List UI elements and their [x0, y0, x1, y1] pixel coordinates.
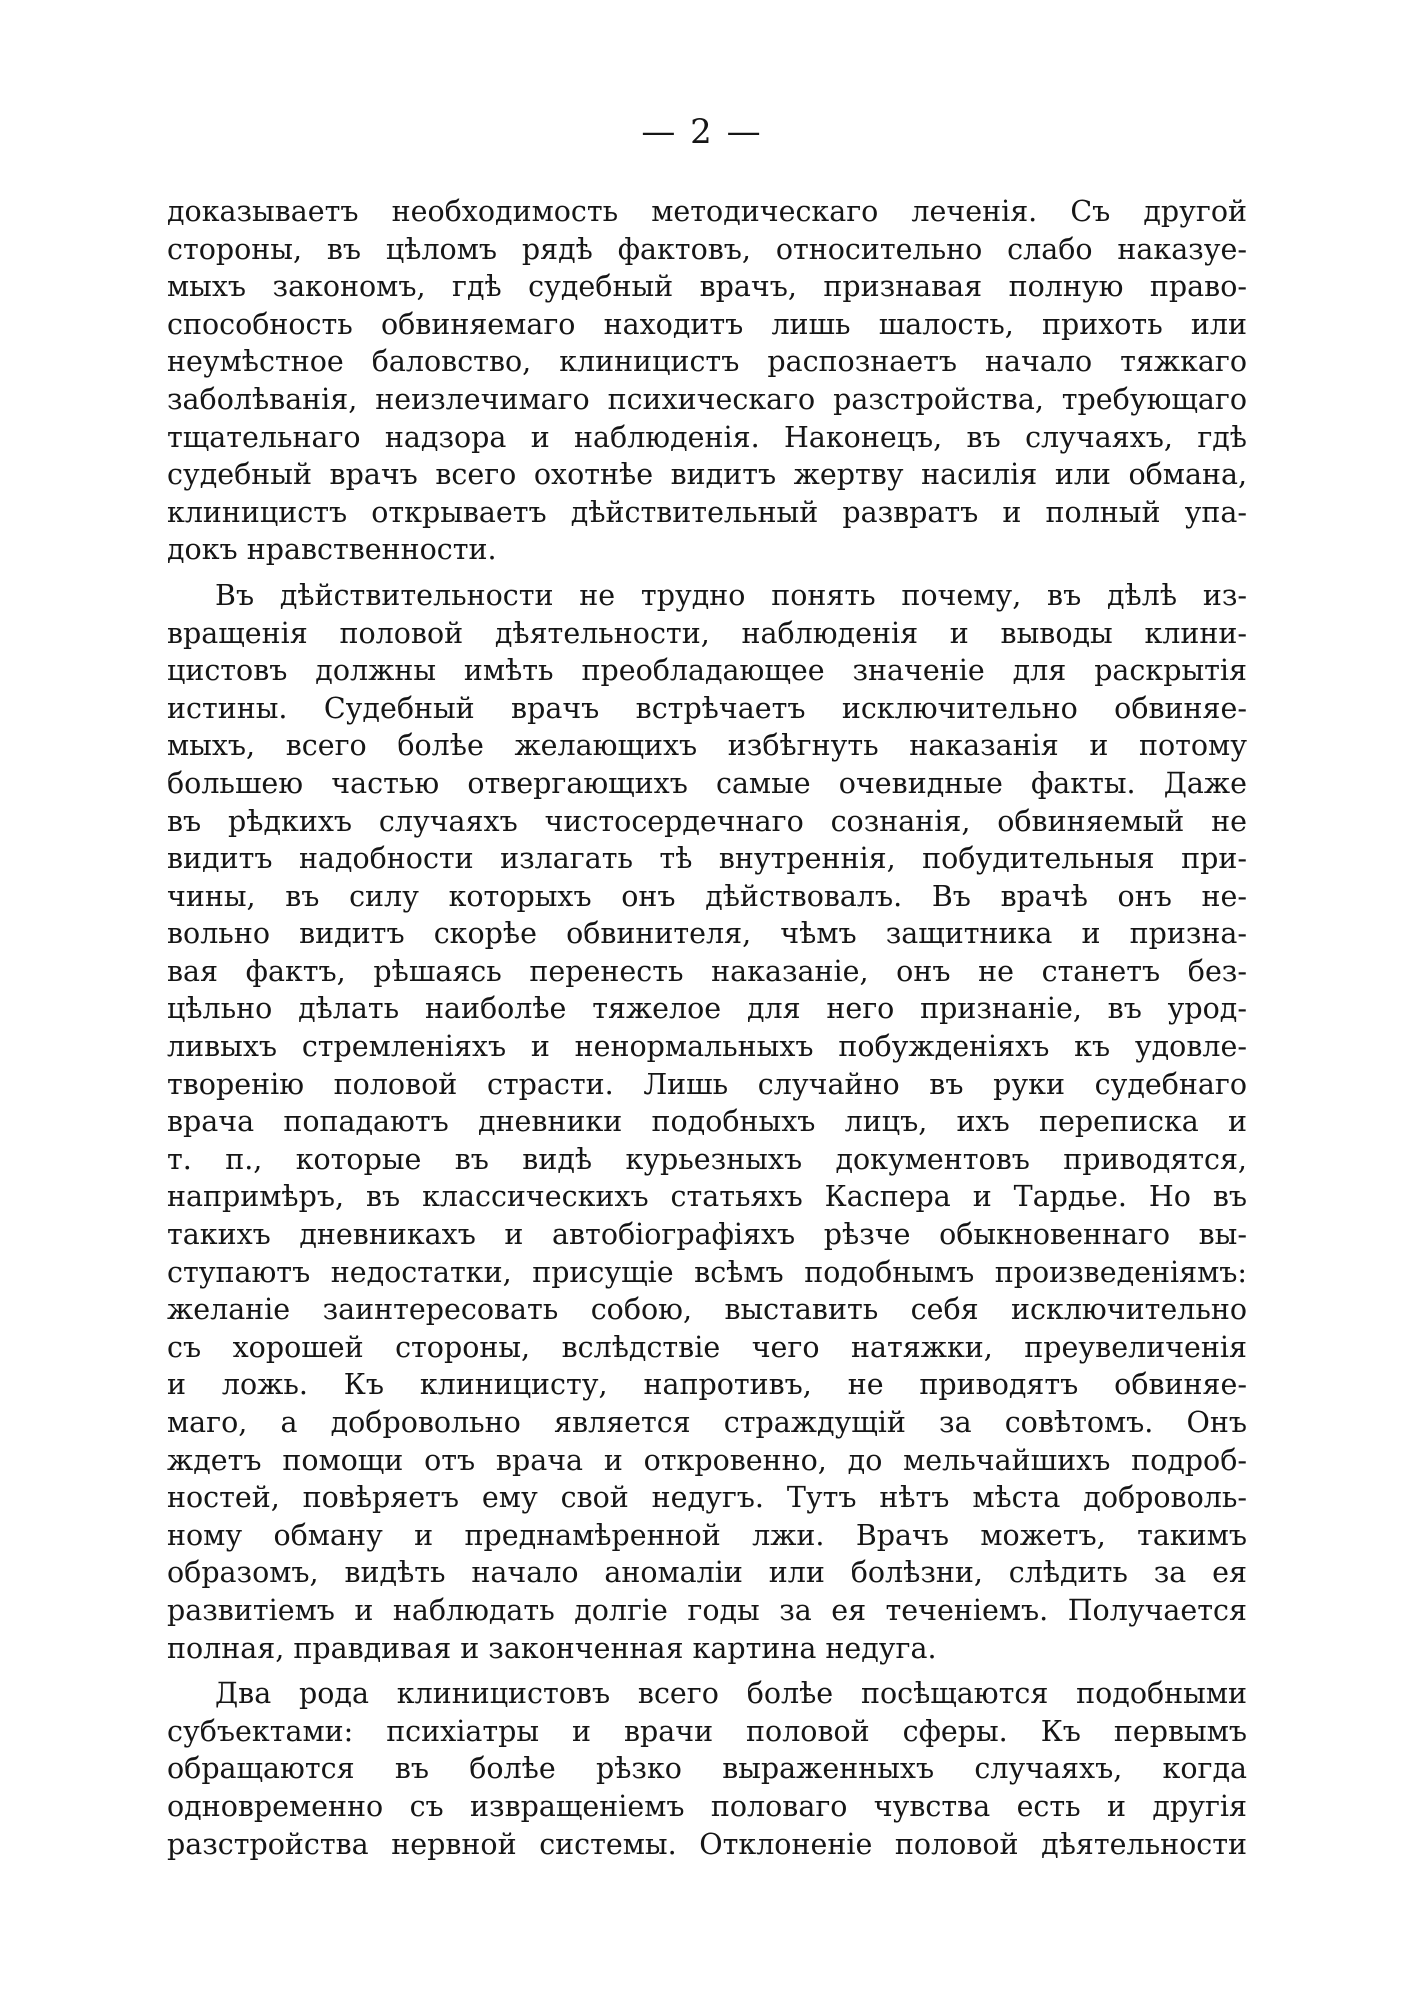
text-line: вая фактъ, рѣшаясь перенесть наказаніе, онъ не станетъ без- — [167, 954, 1247, 988]
text-line: Въ дѣйствительности не трудно понять почему, въ дѣлѣ из- — [215, 578, 1247, 612]
text-line: Два рода клиницистовъ всего болѣе посѣщаются подобными — [215, 1677, 1247, 1711]
text-line: цѣльно дѣлать наиболѣе тяжелое для него признаніе, въ урод- — [167, 992, 1247, 1026]
text-line: творенію половой страсти. Лишь случайно въ руки судебнаго — [167, 1067, 1247, 1101]
text-line: въ рѣдкихъ случаяхъ чистосердечнаго сознанія, обвиняемый не — [167, 804, 1247, 838]
text-line: тщательнаго надзора и наблюденія. Наконецъ, въ случаяхъ, гдѣ — [167, 420, 1247, 454]
paragraph — [167, 1675, 1247, 1863]
text-line: врача попадаютъ дневники подобныхъ лицъ, ихъ переписка и — [167, 1105, 1247, 1139]
text-line: полная, правдивая и законченная картина недуга. — [167, 1631, 937, 1665]
text-line: истины. Судебный врачъ встрѣчаетъ исключительно обвиняе- — [167, 691, 1247, 725]
text-line: судебный врачъ всего охотнѣе видитъ жертву насилія или обмана, — [167, 458, 1247, 492]
text-line: ностей, повѣряетъ ему свой недугъ. Тутъ нѣтъ мѣста доброволь- — [167, 1481, 1247, 1515]
text-line: развитіемъ и наблюдать долгіе годы за ея теченіемъ. Получается — [167, 1593, 1247, 1627]
paragraph — [167, 577, 1247, 1667]
text-line: чины, въ силу которыхъ онъ дѣйствовалъ. Въ врачѣ онъ не- — [167, 879, 1247, 913]
text-line: цистовъ должны имѣть преобладающее значеніе для раскрытія — [167, 654, 1247, 688]
text-line: доказываетъ необходимость методическаго леченія. Съ другой — [167, 195, 1247, 228]
text-line: большею частью отвергающихъ самые очевидные факты. Даже — [167, 766, 1247, 800]
text-line: и ложь. Къ клиницисту, напротивъ, не приводятъ обвиняе- — [167, 1368, 1247, 1402]
text-line: ждетъ помощи отъ врача и откровенно, до мельчайшихъ подроб- — [167, 1443, 1247, 1477]
text-line: т. п., которые въ видѣ курьезныхъ документовъ приводятся, — [167, 1142, 1247, 1176]
text-line: вольно видитъ скорѣе обвинителя, чѣмъ защитника и призна- — [167, 917, 1247, 951]
text-line: докъ нравственности. — [167, 533, 497, 567]
text-line: стороны, въ цѣломъ рядѣ фактовъ, относительно слабо наказуе- — [167, 232, 1247, 266]
text-line: неумѣстное баловство, клиницистъ распознаетъ начало тяжкаго — [167, 345, 1247, 379]
text-line: мыхъ, всего болѣе желающихъ избѣгнуть наказанія и потому — [167, 729, 1247, 763]
text-line: заболѣванія, неизлечимаго психическаго разстройства, требующаго — [167, 382, 1247, 416]
text-line: субъектами: психіатры и врачи половой сферы. Къ первымъ — [167, 1714, 1247, 1748]
paragraph — [167, 193, 1247, 569]
text-line: разстройства нервной системы. Отклоненіе половой дѣятельности — [167, 1827, 1247, 1861]
text-line: ному обману и преднамѣренной лжи. Врачъ можетъ, такимъ — [167, 1518, 1247, 1552]
body-text — [167, 193, 1247, 1863]
text-line: съ хорошей стороны, вслѣдствіе чего натяжки, преувеличенія — [167, 1330, 1247, 1364]
page-number: — 2 — — [641, 112, 763, 152]
text-line: мыхъ закономъ, гдѣ судебный врачъ, признавая полную право- — [167, 270, 1247, 304]
text-line: такихъ дневникахъ и автобіографіяхъ рѣзче обыкновеннаго вы- — [167, 1218, 1247, 1252]
text-line: вращенія половой дѣятельности, наблюденія и выводы клини- — [167, 616, 1247, 650]
text-line: напримѣръ, въ классическихъ статьяхъ Каспера и Тардье. Но въ — [167, 1180, 1247, 1214]
text-line: желаніе заинтересовать собою, выставить себя исключительно — [167, 1293, 1247, 1327]
text-line: обращаются въ болѣе рѣзко выраженныхъ случаяхъ, когда — [167, 1752, 1247, 1786]
text-line: ливыхъ стремленіяхъ и ненормальныхъ побужденіяхъ къ удовле- — [167, 1030, 1247, 1064]
text-line: ступаютъ недостатки, присущіе всѣмъ подобнымъ произведеніямъ: — [167, 1255, 1247, 1289]
text-line: образомъ, видѣть начало аномаліи или болѣзни, слѣдить за ея — [167, 1556, 1247, 1590]
text-line: способность обвиняемаго находитъ лишь шалость, прихоть или — [167, 307, 1247, 341]
text-line: одновременно съ извращеніемъ половаго чувства есть и другія — [167, 1789, 1247, 1823]
text-line: маго, а добровольно является страждущій за совѣтомъ. Онъ — [167, 1406, 1247, 1439]
text-line: клиницистъ открываетъ дѣйствительный развратъ и полный упа- — [167, 495, 1247, 529]
text-line: видитъ надобности излагать тѣ внутреннія, побудительныя при- — [167, 842, 1247, 876]
